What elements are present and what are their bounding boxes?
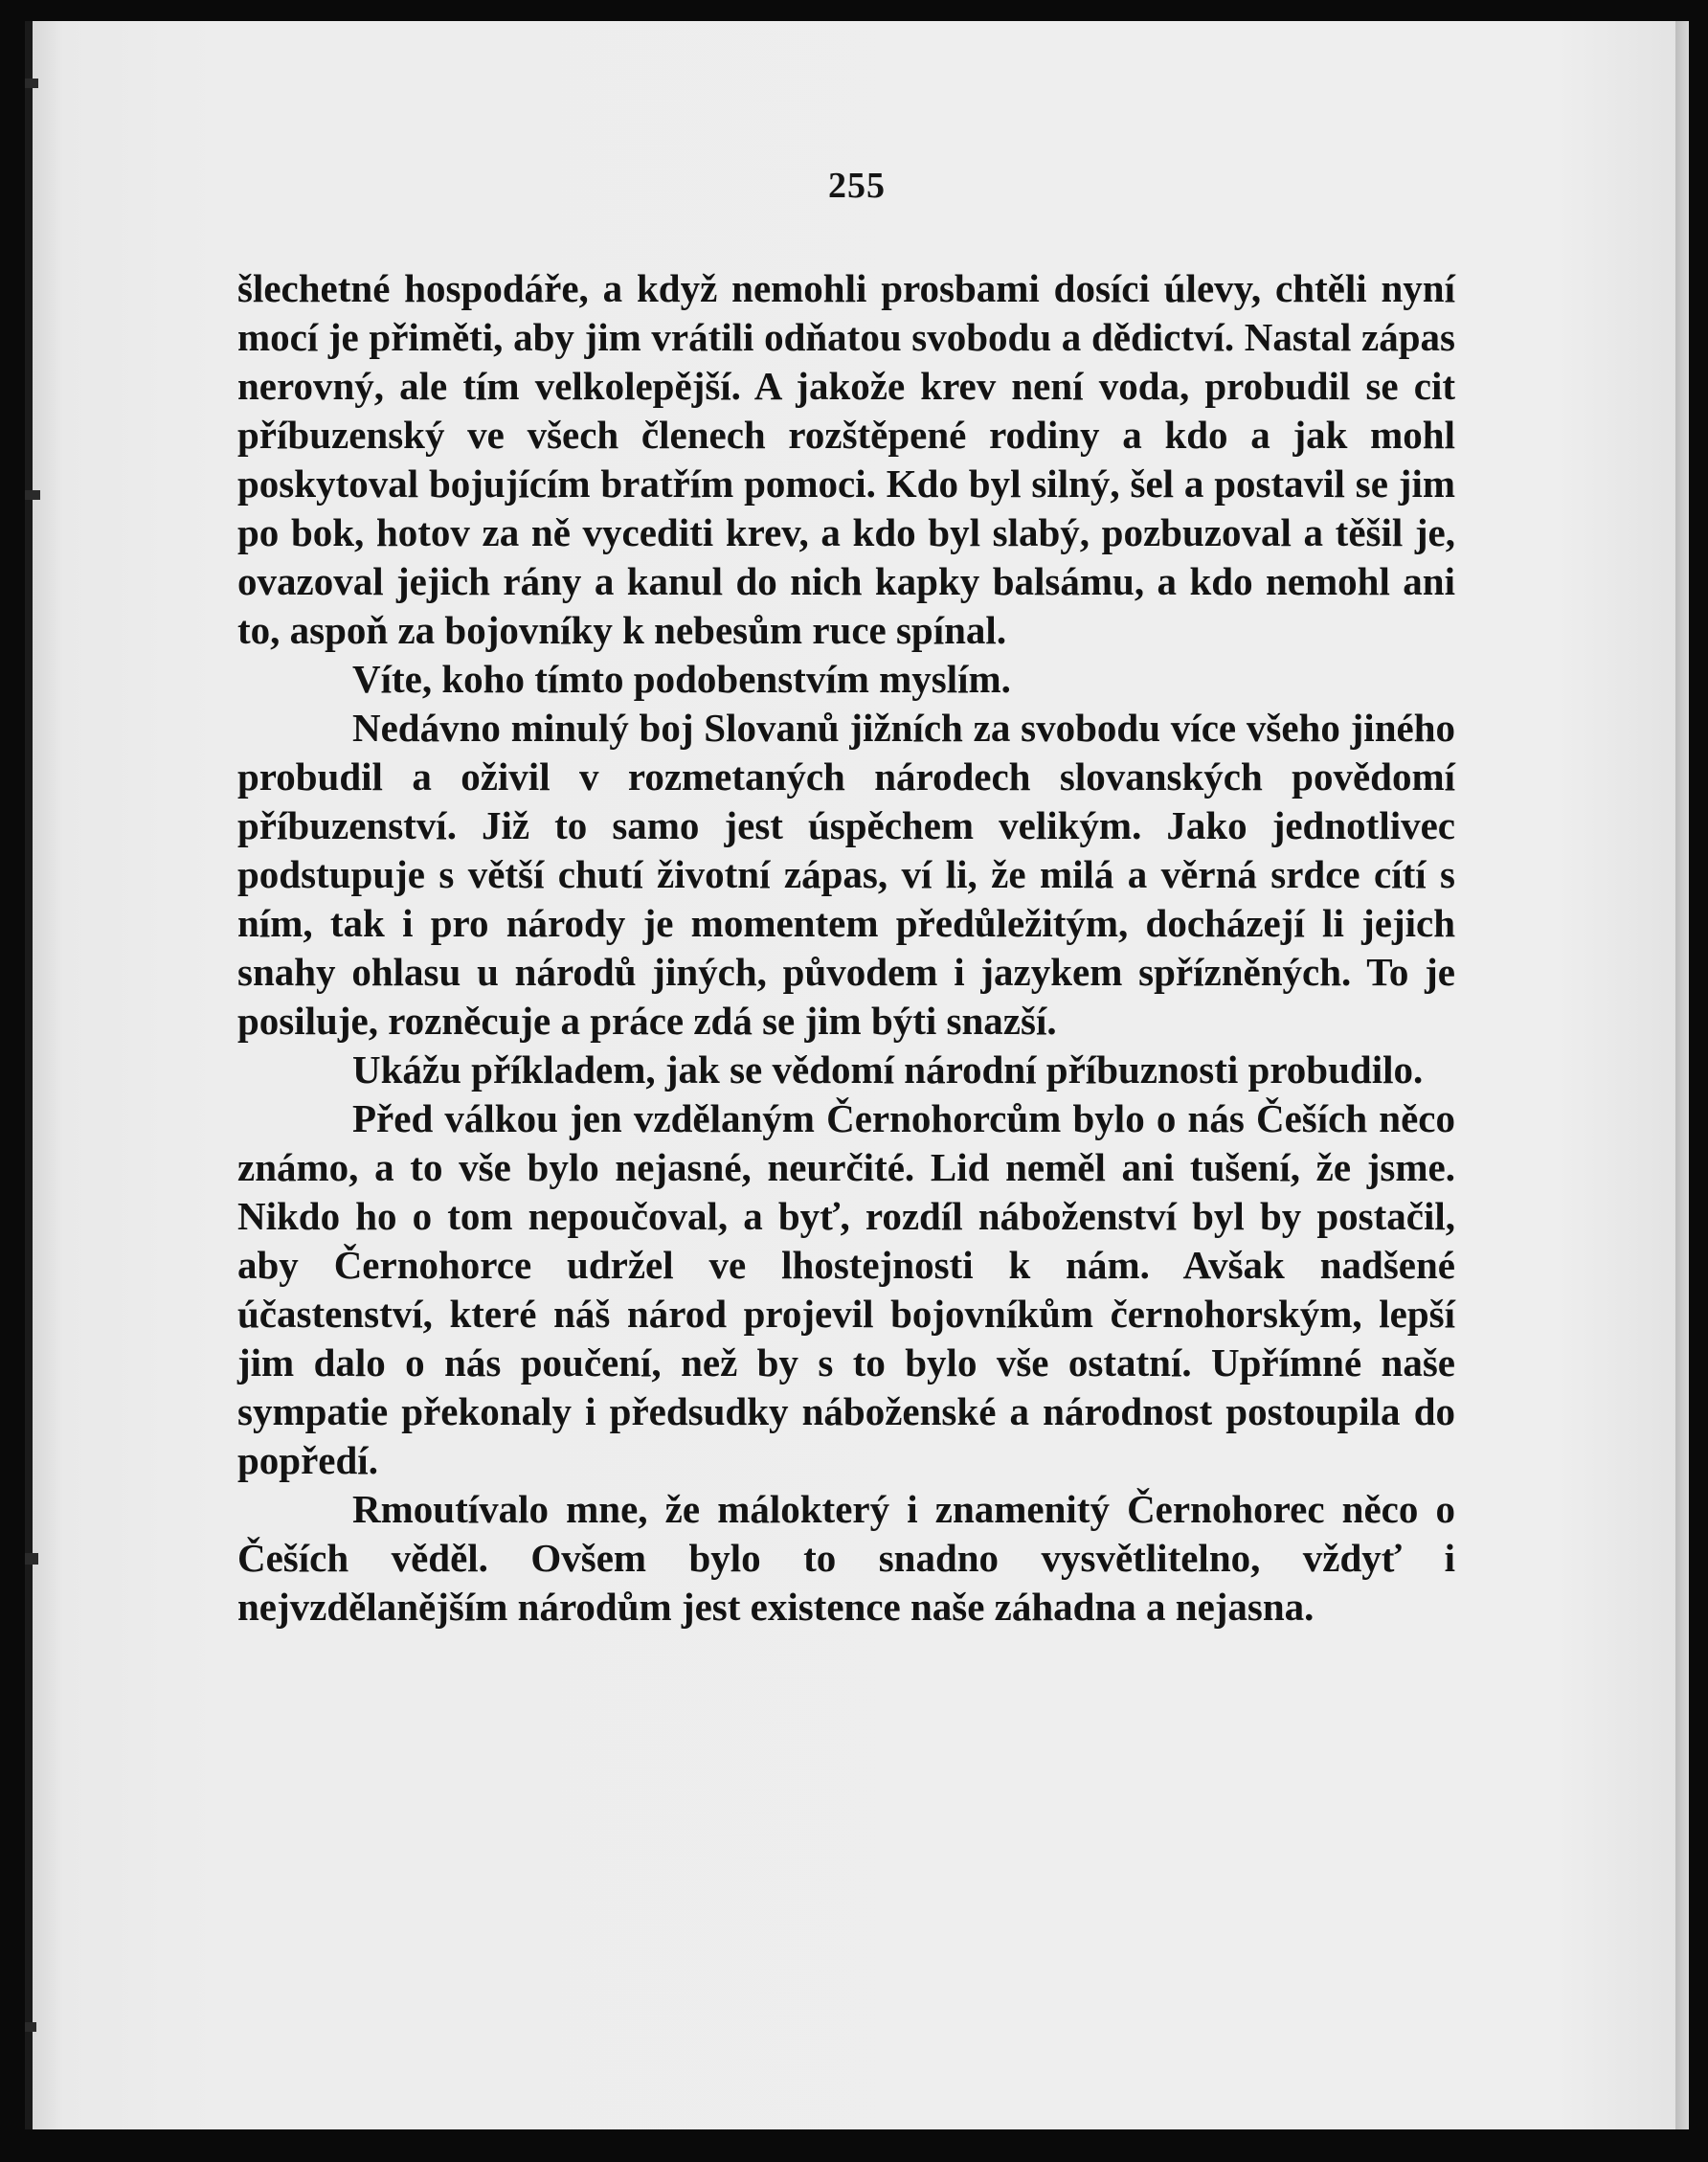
body-text	[237, 264, 1455, 1632]
binding-mark	[25, 490, 40, 500]
paragraph-6: Rmoutívalo mne, že málokterý i znamenitý Černohorec něco o Češích věděl. Ovšem bylo to snadno vysvětlitelno, vždyť i nejvzdělanějším národům jest existence naše záhadna a nejasna.	[237, 1487, 1455, 1629]
book-page	[25, 21, 1689, 2129]
binding-mark	[25, 2022, 36, 2032]
paragraph-3: Nedávno minulý boj Slovanů jižních za svobodu více všeho jiného probudil a oživil v rozmetaných národech slovanských povědomí příbuzenství. Již to samo jest úspěchem velikým. Jako jednotlivec podstupuje s větší chutí životní zápas, ví li, že milá a věrná srdce cítí s ním, tak i pro národy je momentem předůležitým, docházejí li jejich snahy ohlasu u národů jiných, původem i jazykem spřízněných. To je posiluje, rozněcuje a práce zdá se jim býti snazší.	[237, 706, 1455, 1043]
binding-mark	[25, 1553, 38, 1565]
page-left-edge	[25, 21, 33, 2129]
paragraph-2: Víte, koho tímto podobenstvím myslím.	[352, 657, 1011, 701]
binding-mark	[25, 79, 38, 88]
page-right-edge	[1675, 21, 1689, 2129]
paragraph-4: Ukážu příkladem, jak se vědomí národní příbuznosti probudilo.	[352, 1047, 1424, 1092]
page-number: 255	[828, 166, 886, 206]
paragraph-5: Před válkou jen vzdělaným Černohorcům bylo o nás Češích něco známo, a to vše bylo nejasné, neurčité. Lid neměl ani tušení, že jsme. Nikdo ho o tom nepoučoval, a byť, rozdíl náboženství byl by postačil, aby Černohorce udržel ve lhostejnosti k nám. Avšak nadšené účastenství, které náš národ projevil bojovníkům černohorským, lepší jim dalo o nás poučení, než by s to bylo vše ostatní. Upřímné naše sympatie překonaly i předsudky náboženské a národnost postoupila do popředí.	[237, 1096, 1455, 1482]
paragraph-1: šlechetné hospodáře, a když nemohli prosbami dosíci úlevy, chtěli nyní mocí je přiměti, aby jim vrátili odňatou svobodu a dědictví. Nastal zápas nerovný, ale tím velkolepější. A jakože krev není voda, probudil se cit příbuzenský ve všech členech rozštěpené rodiny a kdo a jak mohl poskytoval bojujícím bratřím pomoci. Kdo byl silný, šel a postavil se jim po bok, hotov za ně vycediti krev, a kdo byl slabý, pozbuzoval a těšil je, ovazoval jejich rány a kanul do nich kapky balsámu, a kdo nemohl ani to, aspoň za bojovníky k nebesům ruce spínal.	[237, 266, 1455, 652]
